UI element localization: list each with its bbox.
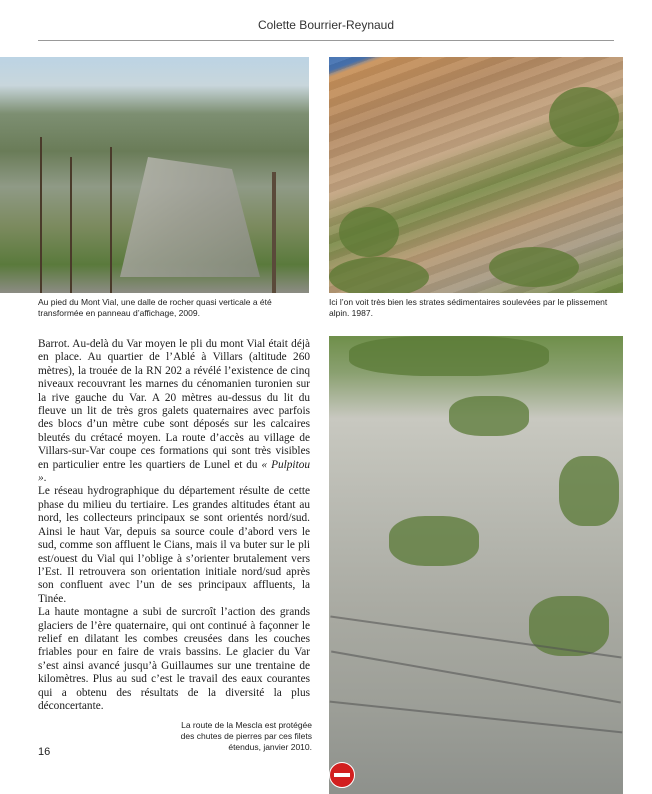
vegetation (559, 456, 619, 526)
header-rule (38, 40, 614, 41)
photo-strata (329, 57, 623, 293)
rock-slab (120, 157, 260, 277)
pulpitou-italic: « Pulpitou » (38, 458, 310, 485)
utility-pole (272, 172, 276, 293)
caption-photo-2: Ici l’on voit très bien les strates sédimentaires soulevées par le plissement alpin. 1987. (329, 297, 608, 318)
vegetation (449, 396, 529, 436)
rockfall-net (330, 701, 623, 734)
photo-mescla-nets (329, 336, 623, 794)
caption-photo-3: La route de la Mescla est protégée des chutes de pierres par ces filets étendus, janvier 2010. (180, 720, 312, 752)
no-entry-icon (329, 762, 355, 788)
photo-mont-vial (0, 57, 309, 293)
paragraph-2: Le réseau hydrographique du département résulte de cette phase du milieu du tertiaire. Les grandes altitudes étant au nord, les collecteurs principaux se sont orientés nord/sud. Ainsi le haut Var, depuis sa source coule d’abord vers le sud, comme son affluent le Cians, mais il va buter sur le pli est/ouest du Vial qui l’oblige à s’orienter brutalement vers l’Est. Il retrouvera son orientation initiale nord/sud après son confluent avec l’un de ses principaux affluents, la Tinée. (38, 485, 310, 605)
tree-trunk (110, 147, 112, 293)
vegetation (339, 207, 399, 257)
paragraph-3: La haute montagne a subi de surcroît l’action des grands glaciers de l’ère quaternaire, qui ont continué à façonner le relief en dilatant les combes creusées dans les couches friables pour en faire de vrais bassins. Le glacier du Var s’est ainsi avancé jusqu’à Guillaumes sur une trentaine de kilomètres. Plus au sud c’est le travail des eaux courantes qui a obtenu des résultats de la diversité la plus déconcertante. (38, 606, 310, 712)
vegetation (549, 87, 619, 147)
tree-trunk (40, 137, 42, 293)
vegetation (349, 336, 549, 376)
running-header: Colette Bourrier-Reynaud (257, 18, 395, 32)
paragraph-1 (38, 338, 310, 485)
vegetation (389, 516, 479, 566)
rockfall-net (331, 650, 621, 703)
body-text (38, 338, 310, 713)
paragraph-1-text: Barrot. Au-delà du Var moyen le pli du mont Vial était déjà en place. Au quartier de l’Ablé à Villars (altitude 260 mètres), la trouée de la RN 202 a révélé l’existence de cinq niveaux recouvrant les marnes du cénomanien turonien sur la rive gauche du Var. A 20 mètres au-dessus du lit du fleuve un lit de très gros galets quaternaires avec parfois des blocs d’un mètre cube sont déposés sur les calcaires bleutés du crétacé moyen. La route d’accès au village de Villars-sur-Var coupe ces formations qui sont très visibles en particulier entre les quartiers de Lunel et du (38, 338, 310, 471)
caption-photo-1: Au pied du Mont Vial, une dalle de rocher quasi verticale a été transformée en panneau d’affichage, 2009. (38, 297, 272, 318)
vegetation (329, 257, 429, 293)
tree-trunk (70, 157, 72, 293)
paragraph-1-end: . (43, 472, 47, 485)
vegetation (489, 247, 579, 287)
road-sign (329, 762, 353, 794)
page-number: 16 (38, 746, 51, 758)
